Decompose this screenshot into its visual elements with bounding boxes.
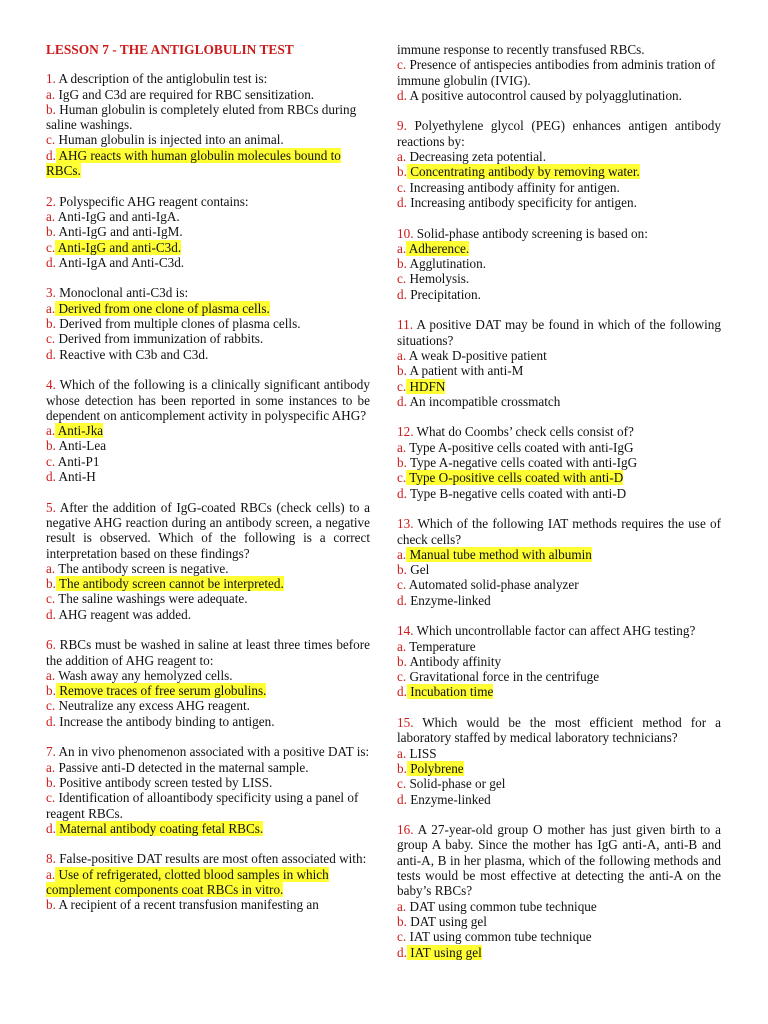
option-15-1: [397, 746, 721, 761]
option-letter: b.: [397, 164, 407, 180]
page-title: LESSON 7 - THE ANTIGLOBULIN TEST: [46, 42, 294, 57]
question-5: [46, 500, 370, 622]
right-column: [397, 42, 721, 975]
option-4-1: [46, 423, 370, 438]
option-text: Automated solid-phase analyzer: [406, 577, 579, 593]
option-letter: a.: [397, 347, 407, 363]
question-number: 2.: [46, 193, 56, 209]
option-15-2: [397, 761, 721, 776]
question-11: [397, 317, 721, 409]
option-text: Anti-P1: [55, 453, 100, 469]
question-stem: [397, 715, 721, 746]
question-stem: [397, 623, 721, 638]
option-letter: d.: [397, 194, 407, 210]
option-text: Hemolysis.: [406, 271, 470, 287]
option-text: A patient with anti-M: [406, 363, 524, 379]
option-letter: b.: [397, 562, 407, 578]
option-letter: d.: [46, 469, 56, 485]
question-number: 16.: [397, 822, 414, 838]
option-text: LISS: [406, 745, 437, 761]
option-7-4: [46, 821, 370, 836]
option-letter: c.: [397, 378, 407, 394]
answer-highlight: AHG reacts with human globulin molecules bound to RBCs.: [46, 147, 341, 179]
option-text: AHG reagent was added.: [55, 606, 192, 622]
option-text: An incompatible crossmatch: [406, 393, 561, 409]
option-text: Solid-phase or gel: [406, 776, 506, 792]
option-7-3: [46, 790, 370, 821]
question-number: 5.: [46, 499, 56, 515]
option-text: Identification of alloantibody specificity using a panel of reagent RBCs.: [46, 790, 359, 821]
option-letter: a.: [397, 149, 407, 165]
option-2-2: [46, 224, 370, 239]
option-12-3: [397, 470, 721, 485]
question-6: [46, 637, 370, 729]
question-7: [46, 744, 370, 836]
answer-highlight: Anti-IgG and anti-C3d.: [55, 239, 182, 255]
option-text: Human globulin is completely eluted from RBCs during saline washings.: [46, 101, 357, 133]
answer-highlight: Incubation time: [406, 684, 494, 700]
option-text: Enzyme-linked: [406, 592, 491, 608]
question-16: [397, 822, 721, 960]
question-stem: [397, 118, 721, 149]
option-14-1: [397, 639, 721, 654]
option-letter: b.: [46, 576, 56, 592]
question-text: Polyspecific AHG reagent contains:: [55, 193, 249, 209]
option-6-3: [46, 698, 370, 713]
option-letter: a.: [46, 86, 56, 102]
option-text: A weak D-positive patient: [406, 347, 547, 363]
option-text: Passive anti-D detected in the maternal sample.: [55, 759, 309, 775]
question-text: Which would be the most efficient method for a laboratory staffed by medical laboratory technicians?: [397, 715, 721, 746]
option-12-4: [397, 486, 721, 501]
option-text: A recipient of a recent transfusion manifesting an: [55, 897, 319, 913]
question-number: 12.: [397, 424, 414, 440]
option-text: Anti-IgG and anti-IgA.: [55, 208, 180, 224]
option-text: Derived from multiple clones of plasma cells.: [55, 316, 301, 332]
option-5-4: [46, 607, 370, 622]
option-13-3: [397, 577, 721, 592]
option-letter: d.: [397, 592, 407, 608]
left-column: [46, 42, 370, 928]
option-text: Gel: [406, 562, 430, 578]
question-stem: [397, 317, 721, 348]
question-8: [46, 851, 370, 912]
option-text: Presence of antispecies antibodies from adminis tration of immune globulin (IVIG).: [397, 57, 716, 88]
option-15-4: [397, 792, 721, 807]
option-letter: a.: [46, 300, 56, 316]
answer-highlight: The antibody screen cannot be interpreted.: [55, 576, 284, 592]
question-text: After the addition of IgG-coated RBCs (check cells) to a negative AHG reaction during an antibody screen, a negative result is observed. Which of the following is a correct interpretation based on these findings?: [46, 499, 370, 561]
option-5-2: [46, 576, 370, 591]
option-letter: d.: [46, 820, 56, 836]
option-letter: b.: [397, 653, 407, 669]
option-text: Increase the antibody binding to antigen.: [55, 713, 275, 729]
option-letter: d.: [46, 147, 56, 163]
option-13-4: [397, 593, 721, 608]
question-13: [397, 516, 721, 608]
option-letter: d.: [46, 606, 56, 622]
option-10-4: [397, 287, 721, 302]
option-letter: c.: [397, 776, 407, 792]
option-letter: b.: [397, 363, 407, 379]
answer-highlight: Adherence.: [406, 240, 470, 256]
option-3-1: [46, 301, 370, 316]
option-9-3: [397, 180, 721, 195]
option-text: Reactive with C3b and C3d.: [55, 346, 209, 362]
question-text: A positive DAT may be found in which of the following situations?: [397, 317, 721, 348]
option-11-3: [397, 379, 721, 394]
option-letter: b.: [397, 760, 407, 776]
option-letter: b.: [46, 316, 56, 332]
option-11-1: [397, 348, 721, 363]
option-letter: d.: [46, 713, 56, 729]
option-16-3: [397, 929, 721, 944]
option-letter: a.: [397, 240, 407, 256]
option-6-4: [46, 714, 370, 729]
option-8c-1: [397, 42, 721, 57]
option-letter: c.: [397, 669, 407, 685]
option-3-3: [46, 331, 370, 346]
question-stem: [397, 424, 721, 439]
option-text: Type A-negative cells coated with anti-IgG: [406, 455, 638, 471]
option-letter: d.: [397, 87, 407, 103]
option-text: Gravitational force in the centrifuge: [406, 669, 600, 685]
question-number: 6.: [46, 637, 56, 653]
option-letter: b.: [397, 913, 407, 929]
question-text: A 27-year-old group O mother has just given birth to a group A baby. Since the mother has IgG anti-A, anti-B and anti-A, B in her plasma, which of the following methods and tests would be most effective at detecting the anti-A on the baby’s RBCs?: [397, 822, 721, 899]
option-letter: d.: [397, 684, 407, 700]
option-13-1: [397, 547, 721, 562]
option-letter: b.: [397, 455, 407, 471]
option-letter: c.: [46, 591, 56, 607]
option-10-1: [397, 241, 721, 256]
option-letter: c.: [46, 790, 56, 806]
option-text: Temperature: [406, 638, 476, 654]
option-letter: a.: [46, 866, 56, 882]
option-text: Anti-H: [55, 469, 96, 485]
question-number: 9.: [397, 118, 407, 134]
option-text: Enzyme-linked: [406, 791, 491, 807]
option-16-2: [397, 914, 721, 929]
option-text: Increasing antibody affinity for antigen.: [406, 179, 620, 195]
option-letter: b.: [46, 101, 56, 117]
question-stem: [46, 637, 370, 668]
option-2-4: [46, 255, 370, 270]
option-text: Precipitation.: [406, 286, 481, 302]
question-stem: [46, 285, 370, 300]
question-14: [397, 623, 721, 699]
question-stem: [46, 194, 370, 209]
option-4-3: [46, 454, 370, 469]
option-text: Derived from immunization of rabbits.: [55, 331, 264, 347]
answer-highlight: IAT using gel: [406, 944, 482, 960]
option-letter: a.: [46, 423, 56, 439]
option-letter: c.: [397, 57, 407, 73]
option-6-1: [46, 668, 370, 683]
option-letter: c.: [46, 239, 56, 255]
question-stem: [46, 744, 370, 759]
answer-highlight: Anti-Jka: [55, 423, 104, 439]
option-letter: a.: [397, 546, 407, 562]
option-letter: a.: [397, 898, 407, 914]
answer-highlight: Manual tube method with albumin: [406, 546, 592, 562]
option-8c-2: [397, 57, 721, 88]
option-10-2: [397, 256, 721, 271]
question-stem: [397, 226, 721, 241]
option-5-3: [46, 591, 370, 606]
option-letter: c.: [397, 929, 407, 945]
option-letter: d.: [397, 485, 407, 501]
answer-highlight: Maternal antibody coating fetal RBCs.: [55, 820, 264, 836]
option-14-2: [397, 654, 721, 669]
option-text: IgG and C3d are required for RBC sensitization.: [55, 86, 315, 102]
option-1-4: [46, 148, 370, 179]
option-14-4: [397, 684, 721, 699]
option-3-2: [46, 316, 370, 331]
question-text: Monoclonal anti-C3d is:: [55, 285, 189, 301]
option-letter: b.: [46, 224, 56, 240]
option-letter: c.: [397, 470, 407, 486]
question-number: 15.: [397, 715, 414, 731]
option-11-2: [397, 363, 721, 378]
option-1-1: [46, 87, 370, 102]
answer-highlight: Polybrene: [406, 760, 464, 776]
option-text: Anti-Lea: [55, 438, 107, 454]
option-letter: a.: [397, 638, 407, 654]
option-text: Positive antibody screen tested by LISS.: [55, 774, 273, 790]
question-text: RBCs must be washed in saline at least three times before the addition of AHG reagent to:: [46, 637, 370, 668]
option-letter: c.: [46, 698, 56, 714]
option-letter: c.: [397, 271, 407, 287]
option-7-1: [46, 760, 370, 775]
option-letter: c.: [46, 331, 56, 347]
question-text: False-positive DAT results are most often associated with:: [55, 851, 367, 867]
option-8-1: [46, 867, 370, 898]
question-1: [46, 71, 370, 178]
option-letter: a.: [46, 208, 56, 224]
option-letter: d.: [46, 346, 56, 362]
question-stem: [46, 71, 370, 86]
option-5-1: [46, 561, 370, 576]
option-12-1: [397, 440, 721, 455]
question-text: Polyethylene glycol (PEG) enhances antigen antibody reactions by:: [397, 118, 721, 149]
question-stem: [46, 500, 370, 561]
question-number: 11.: [397, 317, 413, 333]
option-text: DAT using common tube technique: [406, 898, 597, 914]
question-text: An in vivo phenomenon associated with a positive DAT is:: [55, 744, 370, 760]
option-text: A positive autocontrol caused by polyagglutination.: [406, 87, 682, 103]
answer-highlight: Use of refrigerated, clotted blood samples in which complement components coat RBCs in vitro.: [46, 866, 329, 898]
option-12-2: [397, 455, 721, 470]
option-text: Human globulin is injected into an animal.: [55, 132, 284, 148]
option-letter: b.: [46, 774, 56, 790]
answer-highlight: Derived from one clone of plasma cells.: [55, 300, 270, 316]
option-letter: d.: [46, 254, 56, 270]
option-letter: b.: [397, 256, 407, 272]
question-stem: [397, 822, 721, 898]
question-number: 13.: [397, 516, 414, 532]
option-letter: c.: [397, 179, 407, 195]
option-10-3: [397, 271, 721, 286]
option-15-3: [397, 776, 721, 791]
option-8c-3: [397, 88, 721, 103]
option-text: The antibody screen is negative.: [55, 560, 229, 576]
option-2-3: [46, 240, 370, 255]
option-1-3: [46, 132, 370, 147]
option-letter: b.: [46, 438, 56, 454]
question-text: Which of the following is a clinically significant antibody whose detection has been reported in some instances to be dependent on anticomplement activity in polyspecific AHG?: [46, 377, 370, 423]
question-number: 14.: [397, 623, 414, 639]
option-2-1: [46, 209, 370, 224]
option-letter: a.: [46, 759, 56, 775]
option-text: Neutralize any excess AHG reagent.: [55, 698, 250, 714]
question-number: 7.: [46, 744, 56, 760]
option-letter: d.: [397, 393, 407, 409]
option-16-1: [397, 899, 721, 914]
question-stem: [46, 377, 370, 423]
option-text: Antibody affinity: [406, 653, 502, 669]
question-stem: [46, 851, 370, 866]
option-letter: a.: [46, 667, 56, 683]
option-14-3: [397, 669, 721, 684]
question-4: [46, 377, 370, 484]
answer-highlight: Remove traces of free serum globulins.: [55, 683, 267, 699]
question-stem: [397, 516, 721, 547]
option-letter: d.: [397, 944, 407, 960]
option-text: Type B-negative cells coated with anti-D: [406, 485, 627, 501]
option-text: DAT using gel: [406, 913, 487, 929]
option-text: immune response to recently transfused RBCs.: [397, 42, 645, 57]
option-letter: c.: [397, 577, 407, 593]
option-4-2: [46, 438, 370, 453]
question-text: Which of the following IAT methods requires the use of check cells?: [397, 516, 721, 547]
option-13-2: [397, 562, 721, 577]
question-text: A description of the antiglobulin test is:: [55, 71, 268, 87]
question-number: 1.: [46, 71, 56, 87]
question-text: Solid-phase antibody screening is based on:: [413, 225, 648, 241]
option-letter: b.: [46, 683, 56, 699]
question-number: 3.: [46, 285, 56, 301]
option-6-2: [46, 683, 370, 698]
option-letter: c.: [46, 132, 56, 148]
option-text: Anti-IgG and anti-IgM.: [55, 224, 183, 240]
option-letter: c.: [46, 453, 56, 469]
question-2: [46, 194, 370, 270]
option-letter: a.: [397, 439, 407, 455]
option-11-4: [397, 394, 721, 409]
question-10: [397, 226, 721, 302]
option-1-2: [46, 102, 370, 133]
question-text: Which uncontrollable factor can affect AHG testing?: [413, 623, 696, 639]
answer-highlight: Concentrating antibody by removing water.: [406, 164, 640, 180]
question-number: 8.: [46, 851, 56, 867]
question-number: 10.: [397, 225, 414, 241]
option-7-2: [46, 775, 370, 790]
option-text: Anti-IgA and Anti-C3d.: [55, 254, 185, 270]
option-letter: a.: [397, 745, 407, 761]
option-text: Agglutination.: [406, 256, 487, 272]
option-9-1: [397, 149, 721, 164]
option-letter: b.: [46, 897, 56, 913]
option-8-2: [46, 897, 370, 912]
question-text: What do Coombs’ check cells consist of?: [413, 424, 634, 440]
option-text: Decreasing zeta potential.: [406, 149, 547, 165]
option-letter: a.: [46, 560, 56, 576]
question-3: [46, 285, 370, 361]
option-3-4: [46, 347, 370, 362]
question-12: [397, 424, 721, 500]
question-15: [397, 715, 721, 807]
answer-highlight: HDFN: [406, 378, 446, 394]
option-text: Increasing antibody specificity for antigen.: [406, 194, 637, 210]
question-number: 4.: [46, 377, 56, 393]
question-8-continuation: [397, 42, 721, 103]
option-4-4: [46, 469, 370, 484]
option-letter: d.: [397, 286, 407, 302]
option-letter: d.: [397, 791, 407, 807]
option-9-2: [397, 164, 721, 179]
option-9-4: [397, 195, 721, 210]
option-text: IAT using common tube technique: [406, 929, 592, 945]
option-text: Type A-positive cells coated with anti-IgG: [406, 439, 634, 455]
question-9: [397, 118, 721, 210]
option-16-4: [397, 945, 721, 960]
option-text: The saline washings were adequate.: [55, 591, 248, 607]
option-text: Wash away any hemolyzed cells.: [55, 667, 233, 683]
answer-highlight: Type O-positive cells coated with anti-D: [406, 470, 624, 486]
